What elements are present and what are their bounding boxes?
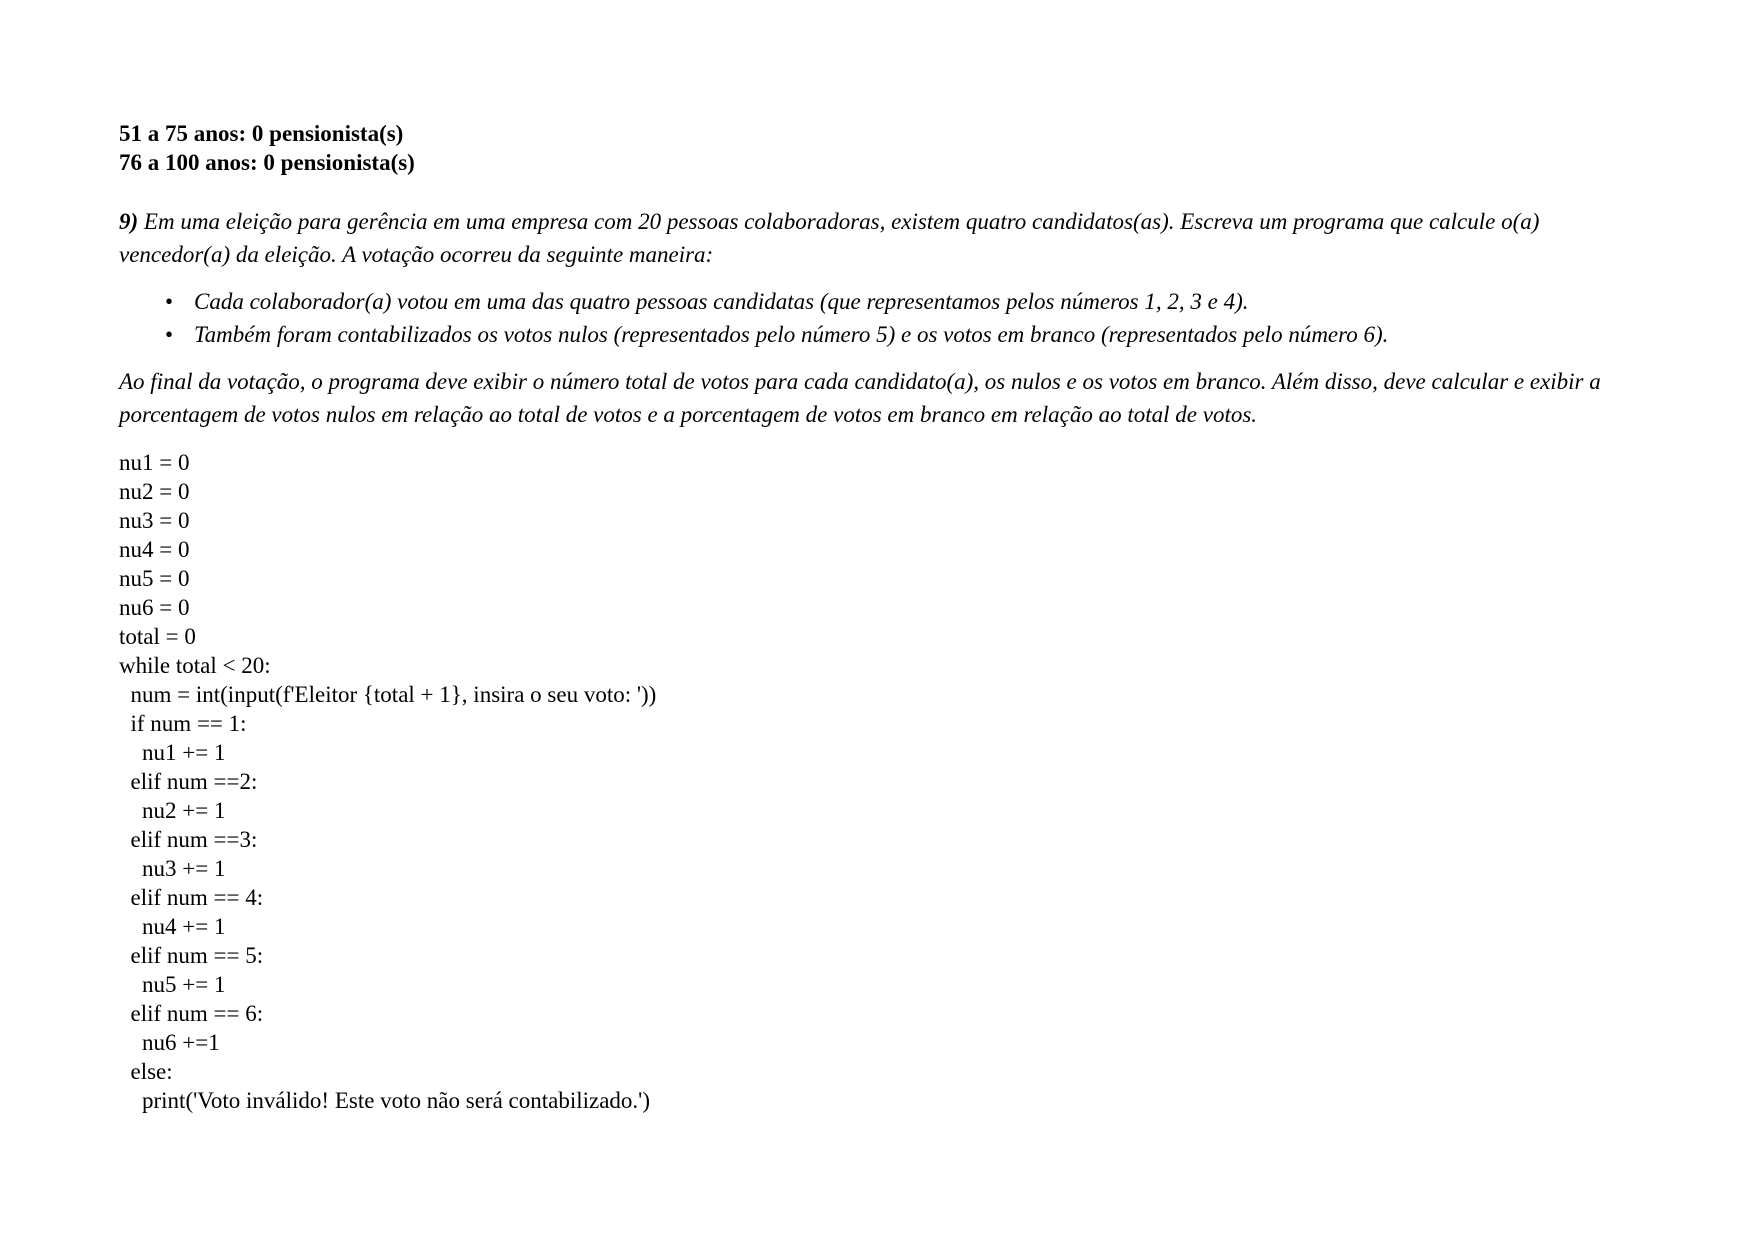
question-paragraph [119,205,1649,271]
code-line: num = int(input(f'Eleitor {total + 1}, insira o seu voto: ')) [119,682,657,707]
document-page [119,119,1649,1115]
code-line: elif num ==2: [119,769,258,794]
code-block [119,448,1649,1115]
code-line: print('Voto inválido! Este voto não será contabilizado.') [119,1088,650,1113]
list-item-text: Cada colaborador(a) votou em uma das quatro pessoas candidatas (que representamos pelos números 1, 2, 3 e 4). [194,289,1249,314]
question-number: 9) [119,209,139,234]
code-line: else: [119,1059,173,1084]
code-line: nu5 = 0 [119,566,190,591]
code-line: nu1 += 1 [119,740,226,765]
age-group-line: 51 a 75 anos: 0 pensionista(s) [119,121,404,146]
code-line: while total < 20: [119,653,271,678]
question-text: Em uma eleição para gerência em uma empresa com 20 pessoas colaboradoras, existem quatro candidatos(as). Escreva um programa que calcule o(a) vencedor(a) da eleição. A votação ocorreu da seguinte maneira: [119,209,1540,267]
code-line: if num == 1: [119,711,247,736]
code-line: elif num ==3: [119,827,258,852]
code-line: nu3 = 0 [119,508,190,533]
code-line: nu1 = 0 [119,450,190,475]
code-line: nu3 += 1 [119,856,226,881]
code-line: nu2 = 0 [119,479,190,504]
code-line: elif num == 5: [119,943,264,968]
code-line: nu6 = 0 [119,595,190,620]
code-line: elif num == 6: [119,1001,264,1026]
list-item [165,285,1649,318]
list-item-text: Também foram contabilizados os votos nulos (representados pelo número 5) e os votos em branco (representados pelo número 6). [194,322,1389,347]
code-line: nu2 += 1 [119,798,226,823]
bullet-icon: • [165,322,174,347]
code-line: nu4 += 1 [119,914,226,939]
closing-paragraph: Ao final da votação, o programa deve exibir o número total de votos para cada candidato(a), os nulos e os votos em branco. Além disso, deve calcular e exibir a porcentagem de votos nulos em relação ao total de votos e a porcentagem de votos em branco em relação ao total de votos. [119,369,1601,427]
code-line: nu5 += 1 [119,972,226,997]
code-line: elif num == 4: [119,885,264,910]
list-item [165,318,1649,351]
code-line: total = 0 [119,624,196,649]
age-group-line: 76 a 100 anos: 0 pensionista(s) [119,150,415,175]
code-line: nu6 +=1 [119,1030,220,1055]
code-line: nu4 = 0 [119,537,190,562]
rules-list [119,285,1649,351]
bullet-icon: • [165,289,174,314]
